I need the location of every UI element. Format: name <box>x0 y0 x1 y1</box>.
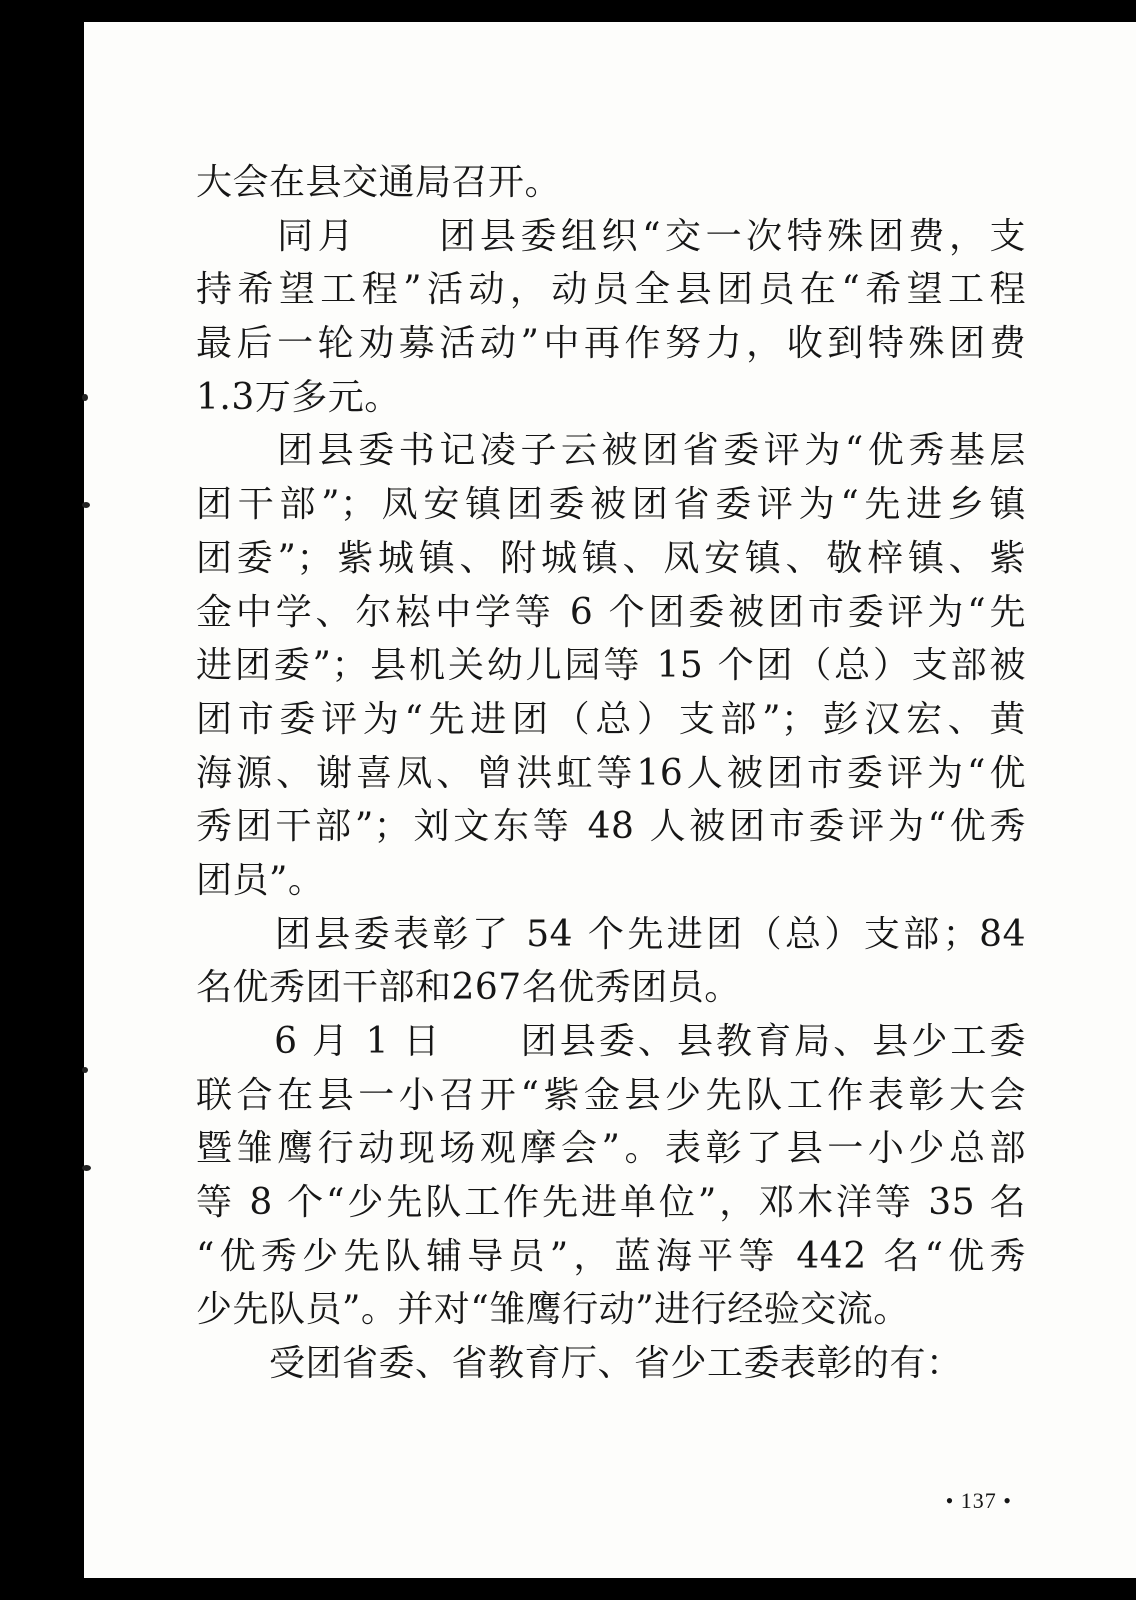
text-line: 等 8 个“少先队工作先进单位”，邓木洋等 35 名 <box>196 1182 1026 1224</box>
text-line: 受团省委、省教育厅、省少工委表彰的有： <box>196 1343 963 1385</box>
text-line: 6 月 1 日 团县委、县教育局、县少工委 <box>196 1021 1026 1062</box>
text-line: “优秀少先队辅导员”，蓝海平等 442 名“优秀 <box>196 1235 1026 1277</box>
text-line: 团委”；紫城镇、附城镇、凤安镇、敬梓镇、紫 <box>196 537 1026 579</box>
body-text <box>196 156 1026 1391</box>
page-number: • 137 • <box>945 1488 1012 1513</box>
text-line: 团干部”；凤安镇团委被团省委评为“先进乡镇 <box>196 484 1026 526</box>
page-paper <box>84 22 1136 1578</box>
text-line: 团县委书记凌子云被团省委评为“优秀基层 <box>196 430 1026 472</box>
text-line: 进团委”；县机关幼儿园等 15 个团（总）支部被 <box>196 645 1026 687</box>
text-line: 同月 团县委组织“交一次特殊团费，支 <box>196 215 1026 257</box>
scan-speck <box>82 394 88 401</box>
scan-speck <box>82 1067 88 1073</box>
text-line: 团市委评为“先进团（总）支部”；彭汉宏、黄 <box>196 698 1026 740</box>
scan-speck <box>82 1165 91 1171</box>
text-line: 名优秀团干部和267名优秀团员。 <box>196 967 741 1009</box>
text-line: 海源、谢喜凤、曾洪虹等16人被团市委评为“优 <box>196 752 1026 794</box>
text-line: 大会在县交通局召开。 <box>196 162 562 203</box>
text-line: 联合在县一小召开“紫金县少先队工作表彰大会 <box>196 1074 1026 1116</box>
text-line: 暨雏鹰行动现场观摩会”。表彰了县一小少总部 <box>196 1128 1026 1170</box>
text-line: 金中学、尔崧中学等 6 个团委被团市委评为“先 <box>196 591 1026 633</box>
text-line: 团县委表彰了 54 个先进团（总）支部；84 <box>196 913 1026 955</box>
text-line: 1.3万多元。 <box>196 376 401 418</box>
text-line: 少先队员”。并对“雏鹰行动”进行经验交流。 <box>196 1289 910 1331</box>
text-line: 团员”。 <box>196 859 325 901</box>
text-line: 最后一轮劝募活动”中再作努力，收到特殊团费 <box>196 323 1026 365</box>
text-line: 持希望工程”活动，动员全县团员在“希望工程 <box>196 269 1026 311</box>
text-line: 秀团干部”；刘文东等 48 人被团市委评为“优秀 <box>196 806 1026 848</box>
scan-speck <box>82 502 90 508</box>
